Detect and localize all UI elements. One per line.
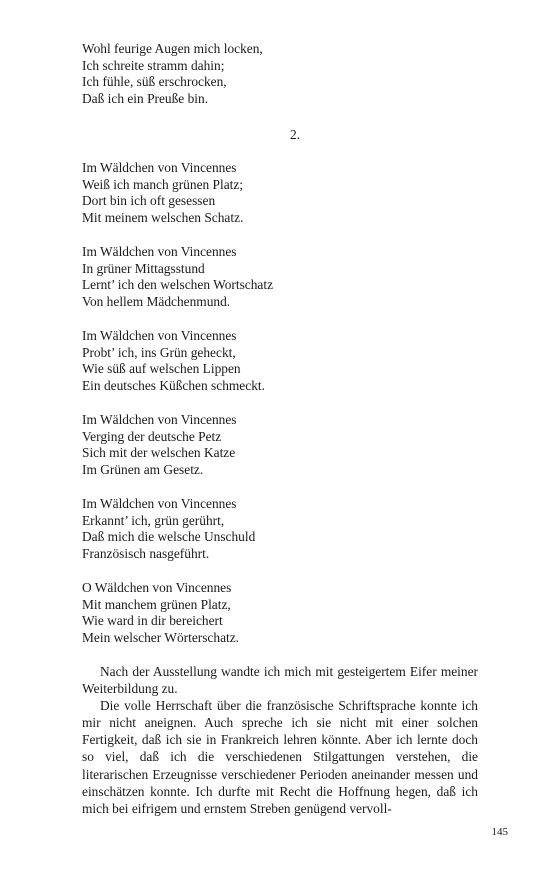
poem-line: Im Wäldchen von Vincennes	[82, 328, 237, 343]
poem-line: Im Wäldchen von Vincennes	[82, 244, 237, 259]
poem-line: Daß ich ein Preuße bin.	[82, 91, 209, 107]
poem-line: O Wäldchen von Vincennes	[82, 580, 232, 595]
poem-stanza-top	[82, 41, 478, 108]
poem-line: Verging der deutsche Petz	[82, 428, 222, 444]
poem-stanza-2	[82, 244, 478, 311]
poem-line: Im Wäldchen von Vincennes	[82, 496, 237, 511]
poem-line: Ein deutsches Küßchen schmeckt.	[82, 378, 265, 394]
poem-stanza-1	[82, 160, 478, 227]
poem-stanza-4	[82, 412, 478, 479]
poem-line: Im Grünen am Gesetz.	[82, 462, 204, 478]
poem-line: Sich mit der welschen Katze	[82, 445, 236, 461]
page-number: 145	[491, 826, 508, 838]
poem-line: Ich fühle, süß erschrocken,	[82, 74, 227, 90]
poem-line: Wie ward in dir bereichert	[82, 613, 223, 629]
poem-line: Wohl feurige Augen mich locken,	[82, 41, 263, 56]
poem-line: Dort bin ich oft gesessen	[82, 193, 216, 209]
poem-line: Ich schreite stramm dahin;	[82, 57, 225, 73]
poem-line: In grüner Mittagsstund	[82, 260, 205, 276]
poem-stanza-3	[82, 328, 478, 395]
poem-line: Im Wäldchen von Vincennes	[82, 412, 237, 427]
prose-paragraph: Nach der Ausstellung wandte ich mich mit gesteigertem Eifer meiner Weiterbildung zu.	[82, 664, 478, 697]
poem-line: Erkannt’ ich, grün gerührt,	[82, 512, 225, 528]
poem-stanza-5	[82, 496, 478, 563]
poem-line: Mit meinem welschen Schatz.	[82, 210, 244, 226]
poem-line: Lernt’ ich den welschen Wortschatz	[82, 277, 274, 293]
poem-line: Probt’ ich, ins Grün geheckt,	[82, 344, 236, 360]
poem-line: Im Wäldchen von Vincennes	[82, 160, 237, 175]
poem-line: Wie süß auf welschen Lippen	[82, 361, 241, 377]
poem-line: Weiß ich manch grünen Platz;	[82, 176, 244, 192]
poem-stanza-6	[82, 580, 478, 647]
prose-block	[82, 663, 478, 817]
section-number: 2.	[289, 127, 301, 142]
prose-paragraph: Die volle Herrschaft über die französische Schriftsprache konnte ich mir nicht aneignen. Auch spreche ich sie nicht mit einer solchen Fertigkeit, daß ich sie in Frankreich lehren könnte. Aber ich lernte doch so viel, daß ich die verschiedenen Stilgattungen verstehen, die literarischen Erzeugnisse verschiedener Perioden aneinander messen und einschätzen konnte. Ich durfte mit Recht die Hoffnung hegen, daß ich mich bei eifrigem und ernstem Streben genügend vervoll-	[82, 698, 478, 816]
poem-line: Daß mich die welsche Unschuld	[82, 529, 256, 545]
poem-line: Von hellem Mädchenmund.	[82, 294, 231, 310]
poem-line: Mein welscher Wörterschatz.	[82, 630, 240, 646]
poem-line: Mit manchem grünen Platz,	[82, 596, 231, 612]
poem-line: Französisch nasgeführt.	[82, 546, 210, 562]
